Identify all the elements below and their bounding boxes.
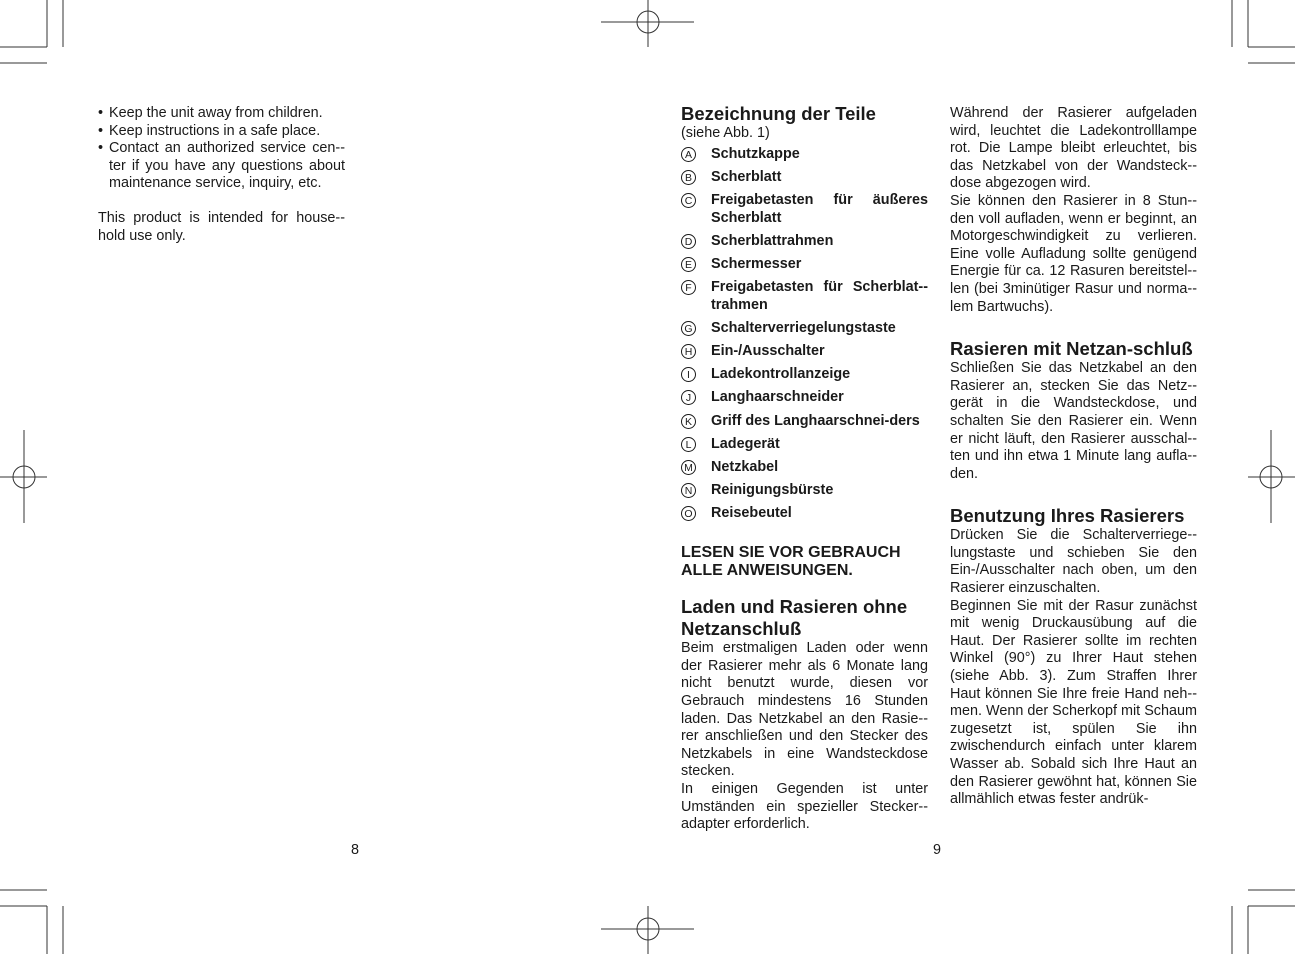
part-label: Reisebeutel	[711, 505, 792, 522]
parts-heading: Bezeichnung der Teile	[681, 103, 876, 124]
page-number-9: 9	[933, 842, 942, 858]
part-item	[681, 389, 928, 407]
part-item	[681, 279, 928, 314]
part-label: Freigabetasten für Scherblat-trahmen	[711, 279, 928, 313]
part-label: Ladegerät	[711, 435, 780, 452]
part-item	[681, 192, 928, 227]
part-label: Freigabetasten für äußeres Scherblatt	[711, 191, 928, 226]
circled-letter-g: G	[681, 321, 696, 336]
circled-letter-h: H	[681, 344, 696, 359]
use-heading: Benutzung Ihres Rasierers	[950, 505, 1185, 527]
circled-letter-c: C	[681, 193, 696, 208]
left-page-text	[98, 105, 345, 245]
circled-letter-o: O	[681, 506, 696, 521]
charging-paragraph-1: Beim erstmaligen Laden oder wenn der Rasierer mehr als 6 Monate lang nicht benutzt wurde, diesen vor Gebrauch mindestens 16 Stunden laden. Das Netzkabel an den Rasie-rer anschließen und den Stecker des Netzkabels in eine Wandsteckdose stecken.	[681, 640, 928, 780]
mains-heading: Rasieren mit Netzan-schluß	[950, 338, 1193, 360]
circled-letter-e: E	[681, 257, 696, 272]
part-item	[681, 169, 928, 187]
circled-letter-d: D	[681, 234, 696, 249]
part-item	[681, 482, 928, 500]
part-label: Langhaarschneider	[711, 389, 844, 406]
part-item	[681, 505, 928, 523]
part-item	[681, 320, 928, 338]
charging-heading: Laden und Rasieren ohne Netzanschluß	[681, 596, 908, 640]
circled-letter-j: J	[681, 390, 696, 405]
page-number-8: 8	[351, 842, 360, 858]
circled-letter-f: F	[681, 280, 696, 295]
list-item: • Keep instructions in a safe place.	[98, 123, 345, 141]
part-item	[681, 343, 928, 361]
part-item	[681, 233, 928, 251]
parts-list	[681, 146, 928, 523]
circled-letter-l: L	[681, 437, 696, 452]
part-label: Scherblatt	[711, 168, 782, 185]
part-label: Schutzkappe	[711, 145, 800, 162]
circled-letter-k: K	[681, 414, 696, 429]
part-item	[681, 459, 928, 477]
part-label: Griff des Langhaarschnei-ders	[711, 412, 920, 429]
circled-letter-n: N	[681, 483, 696, 498]
part-label: Ladekontrollanzeige	[711, 366, 851, 383]
charging-paragraph-2: In einigen Gegenden ist unter Umständen ein spezieller Stecker-adapter erforderlich.	[681, 780, 928, 833]
mains-paragraph: Schließen Sie das Netzkabel an den Rasierer an, stecken Sie das Netz-gerät in die Wandsteckdose, und schalten Sie den Rasierer ein. Wenn er nicht läuft, den Rasierer ausschal-ten und ihn etwa 1 Minute lang aufla-den.	[950, 360, 1197, 482]
part-item	[681, 366, 928, 384]
right-page-column-1	[681, 103, 928, 834]
part-label: Reinigungsbürste	[711, 482, 834, 499]
household-use-note: This product is intended for house-hold use only.	[98, 209, 345, 244]
list-item: • Keep the unit away from children.	[98, 105, 345, 123]
circled-letter-b: B	[681, 170, 696, 185]
part-label: Netzkabel	[711, 459, 779, 476]
list-item: • Contact an authorized service cen-ter if you have any questions about maintenance service, inquiry, etc.	[98, 140, 345, 193]
use-paragraph-2: Beginnen Sie mit der Rasur zunächst mit wenig Druckausübung auf die Haut. Der Rasierer sollte im rechten Winkel (90°) zu Ihrer Haut stehen (siehe Abb. 3). Zum Straffen Ihrer Haut können Sie Ihre freie Hand neh-men. Wenn der Scherkopf mit Schaum zugesetzt ist, spülen Sie ihn zwischendurch einfach unter klarem Wasser ab. Sobald sich Ihre Haut an den Rasierer gewöhnt hat, können Sie allmählich etwas fester andrük-	[950, 597, 1197, 808]
part-label: Scherblattrahmen	[711, 232, 834, 249]
part-item	[681, 413, 928, 431]
use-paragraph-1: Drücken Sie die Schalterverriege-lungstaste und schieben Sie den Ein-/Ausschalter nach oben, um den Rasierer einzuschalten.	[950, 527, 1197, 597]
right-page-column-2	[950, 105, 1197, 809]
circled-letter-m: M	[681, 460, 696, 475]
safety-list	[98, 105, 345, 193]
parts-subheading: (siehe Abb. 1)	[681, 125, 770, 141]
part-label: Ein-/Ausschalter	[711, 343, 825, 360]
read-instructions-warning: LESEN SIE VOR GEBRAUCH ALLE ANWEISUNGEN.	[681, 544, 901, 579]
part-item	[681, 436, 928, 454]
circled-letter-i: I	[681, 367, 696, 382]
charging-paragraph-3: Während der Rasierer aufgeladen wird, leuchtet die Ladekontrolllampe rot. Die Lampe bleibt erleuchtet, bis das Netzkabel von der Wandsteck-dose abgezogen wird.	[950, 105, 1197, 192]
charging-paragraph-4: Sie können den Rasierer in 8 Stun-den voll aufladen, wenn er beginnt, an Motorgeschwindigkeit zu verlieren. Eine volle Aufladung sollte genügend Energie für ca. 12 Rasuren bereitstel-len (bei 3minütiger Rasur und norma-lem Bartwuchs).	[950, 192, 1197, 315]
part-label: Schermesser	[711, 255, 802, 272]
part-label: Schalterverriegelungstaste	[711, 319, 896, 336]
part-item	[681, 256, 928, 274]
circled-letter-a: A	[681, 147, 696, 162]
part-item	[681, 146, 928, 164]
